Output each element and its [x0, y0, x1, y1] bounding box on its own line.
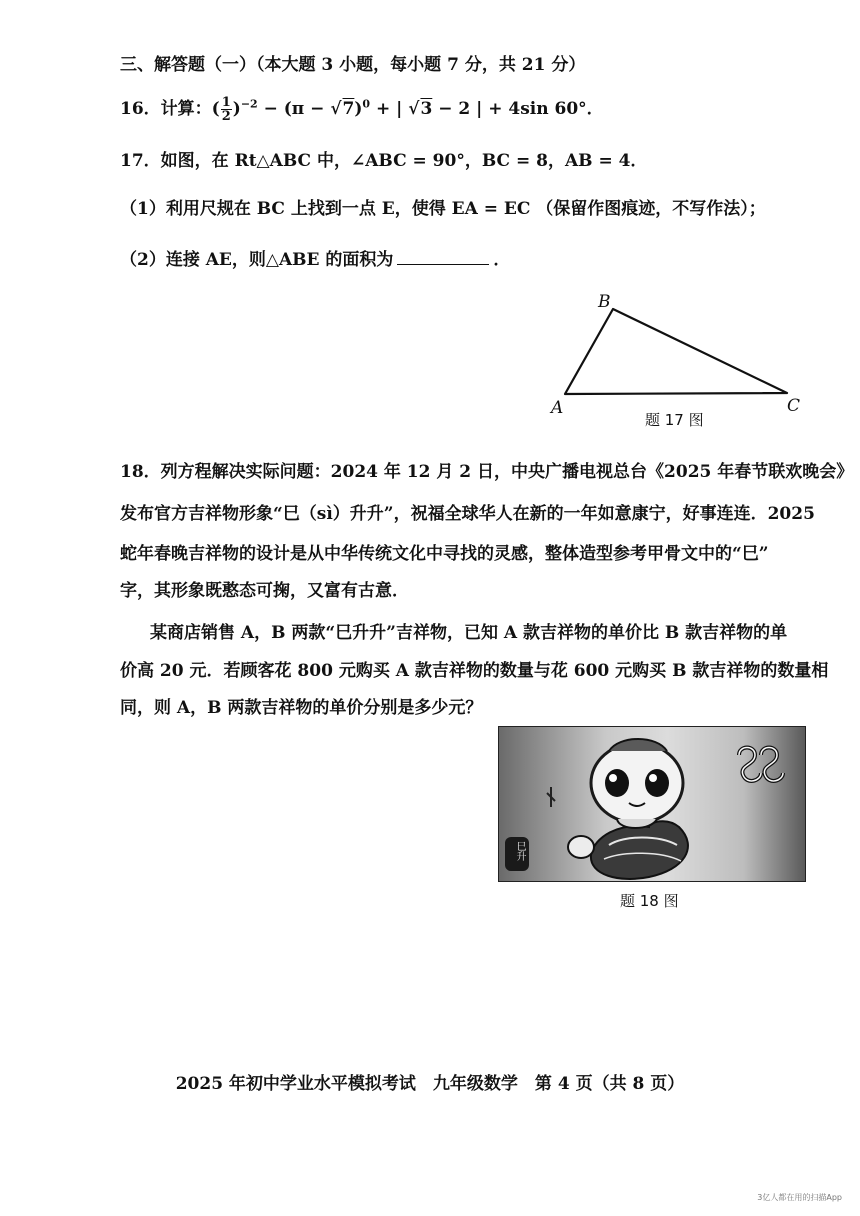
scan-app-watermark: 3亿人都在用的扫描App [757, 1193, 842, 1202]
q16-prefix: 16．计算： [120, 99, 212, 119]
question-17-stem: 17．如图，在 Rt△ABC 中，∠ABC = 90°，BC = 8，AB = 4． [120, 151, 648, 171]
triangle-abc [565, 309, 787, 394]
question-18-line6: 价高 20 元．若顾客花 800 元购买 A 款吉祥物的数量与花 600 元购买 B 款吉祥物的数量相 [120, 661, 829, 681]
question-17-part1: （1）利用尺规在 BC 上找到一点 E，使得 EA = EC （保留作图痕迹，不写作法）； [120, 199, 766, 219]
question-18-line4: 字，其形象既憨态可掬，又富有古意． [120, 581, 409, 601]
question-17-part2: （2）连接 AE，则△ABE 的面积为 ． [120, 250, 511, 270]
triangle-figure [540, 290, 820, 420]
q16-fraction: $\frac{1}{2}$ [221, 95, 231, 124]
question-18-line2: 发布官方吉祥物形象“巳（sì）升升”，祝福全球华人在新的一年如意康宁，好事连连．2025 [120, 504, 815, 524]
snake-mascot-image [499, 727, 806, 882]
page-footer: 2025 年初中学业水平模拟考试 九年级数学 第 4 页（共 8 页） [175, 1074, 685, 1094]
mascot-photo [498, 726, 806, 882]
vertex-label-c: C [787, 396, 801, 416]
question-18-line3: 蛇年春晚吉祥物的设计是从中华传统文化中寻找的灵感，整体造型参考甲骨文中的“巳” [120, 544, 769, 564]
answer-blank[interactable] [397, 248, 489, 265]
question-18-line7: 同，则 A，B 两款吉祥物的单价分别是多少元？ [120, 698, 483, 718]
question-16: 16．计算：( $\frac{1}{2}$ )$^{-2} - (\pi - √7)^0$ + | √3 − 2 | + 4sin 60°． [120, 95, 604, 124]
photo-stamp-text: 巳升 [514, 841, 525, 861]
question-18-line1: 18．列方程解决实际问题：2024 年 12 月 2 日，中央广播电视总台《2025 年春节联欢晚会》 [120, 462, 854, 482]
section-header: 三、解答题（一）（本大题 3 小题，每小题 7 分，共 21 分） [120, 55, 586, 75]
vertex-label-b: B [598, 292, 611, 312]
question-18-line5: 某商店销售 A，B 两款“巳升升”吉祥物，已知 A 款吉祥物的单价比 B 款吉祥物的单 [150, 623, 788, 643]
vertex-label-a: A [551, 398, 564, 418]
swirl-logo [739, 748, 783, 781]
figure-18-caption: 题 18 图 [620, 892, 679, 910]
figure-17-caption: 题 17 图 [645, 411, 704, 429]
